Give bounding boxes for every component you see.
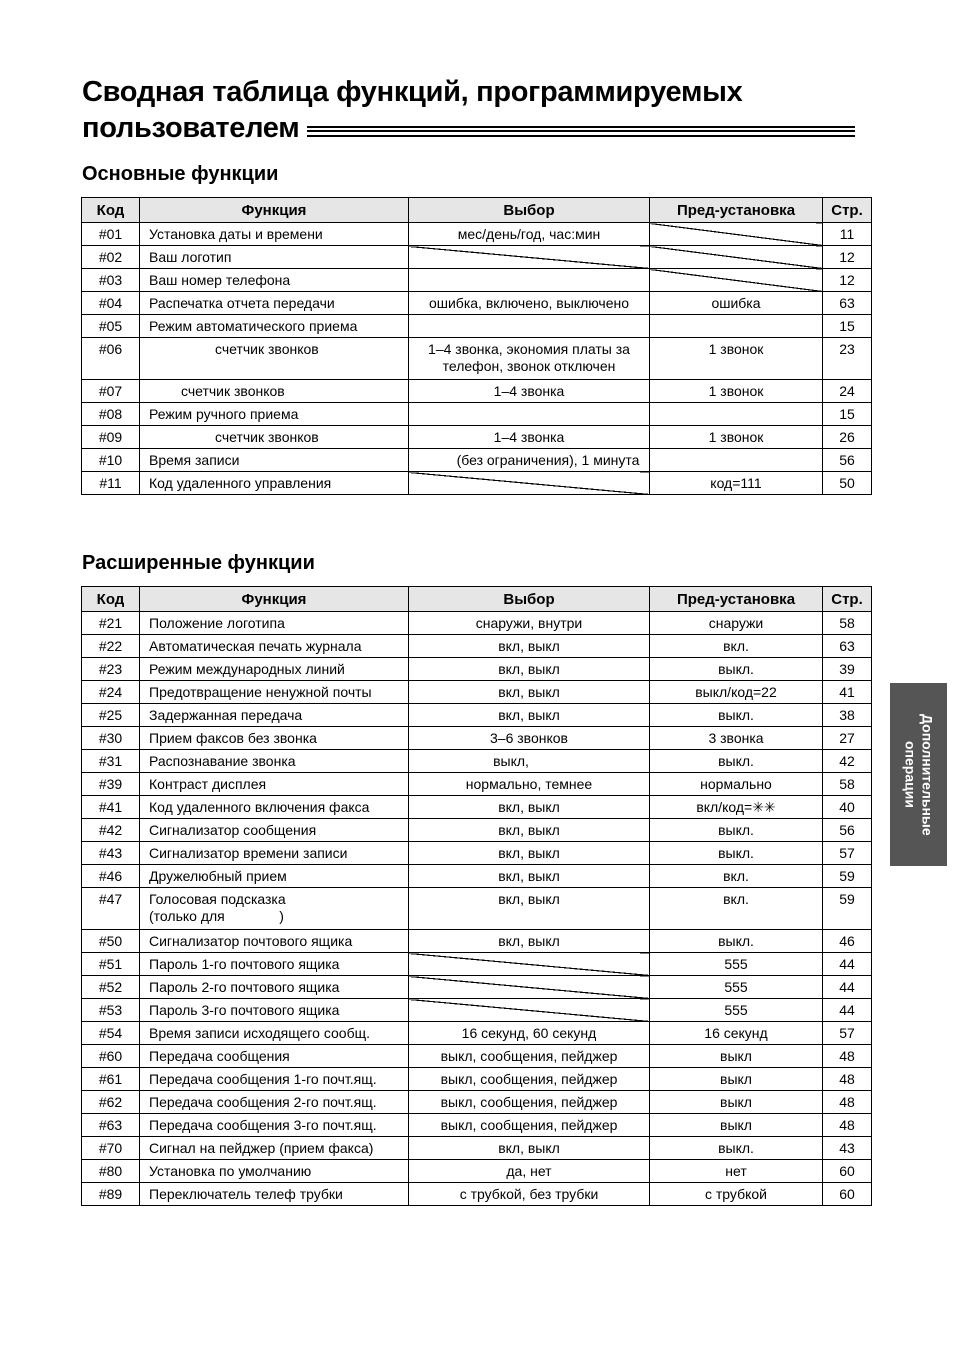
- cell-code: #05: [82, 315, 140, 338]
- cell-selection: [409, 315, 650, 338]
- cell-preset: ошибка: [650, 292, 823, 315]
- table-row: [82, 1022, 872, 1045]
- cell-page: 63: [823, 292, 872, 315]
- table-row: [82, 953, 872, 976]
- cell-selection: вкл, выкл: [409, 930, 650, 953]
- cell-function: Дружелюбный прием: [140, 865, 409, 888]
- cell-preset: выкл: [650, 1114, 823, 1137]
- cell-preset: выкл.: [650, 658, 823, 681]
- cell-code: #03: [82, 269, 140, 292]
- cell-function: Прием факсов без звонка: [140, 727, 409, 750]
- table-row: [82, 246, 872, 269]
- cell-page: 44: [823, 999, 872, 1022]
- table-row: [82, 635, 872, 658]
- cell-page: 39: [823, 658, 872, 681]
- cell-page: 58: [823, 612, 872, 635]
- cell-function: Сигнализатор сообщения: [140, 819, 409, 842]
- table-row: [82, 1183, 872, 1206]
- cell-page: 12: [823, 269, 872, 292]
- cell-selection: 1–4 звонка: [409, 380, 650, 403]
- cell-code: #39: [82, 773, 140, 796]
- cell-code: #30: [82, 727, 140, 750]
- table-row: [82, 269, 872, 292]
- cell-code: #52: [82, 976, 140, 999]
- cell-preset: выкл/код=22: [650, 681, 823, 704]
- cell-page: 48: [823, 1045, 872, 1068]
- cell-page: 26: [823, 426, 872, 449]
- cell-function-line1: Голосовая подсказка: [149, 891, 286, 907]
- table-row: [82, 930, 872, 953]
- cell-code: #31: [82, 750, 140, 773]
- section-side-tab[interactable]: [890, 683, 947, 866]
- cell-page: 43: [823, 1137, 872, 1160]
- cell-function: Контраст дисплея: [140, 773, 409, 796]
- basic-functions-table: [81, 197, 872, 495]
- cell-code: #25: [82, 704, 140, 727]
- cell-page: 46: [823, 930, 872, 953]
- header-selection: Выбор: [409, 587, 650, 612]
- cell-preset: 555: [650, 976, 823, 999]
- table-row: [82, 773, 872, 796]
- cell-function: Автоматическая печать журнала: [140, 635, 409, 658]
- table-row: [82, 1137, 872, 1160]
- cell-preset: 1 звонок: [650, 338, 823, 380]
- cell-code: #07: [82, 380, 140, 403]
- cell-preset: вкл/код=✳✳: [650, 796, 823, 819]
- cell-code: #01: [82, 223, 140, 246]
- cell-selection: [409, 976, 650, 999]
- cell-page: 44: [823, 976, 872, 999]
- cell-selection: вкл, выкл: [409, 888, 650, 930]
- cell-selection: [409, 953, 650, 976]
- cell-selection: [409, 269, 650, 292]
- cell-page: 15: [823, 403, 872, 426]
- cell-code: #21: [82, 612, 140, 635]
- table-row: [82, 612, 872, 635]
- cell-function: счетчик звонков: [140, 338, 409, 380]
- cell-code: #47: [82, 888, 140, 930]
- cell-code: #63: [82, 1114, 140, 1137]
- cell-page: 27: [823, 727, 872, 750]
- cell-function: Пароль 2-го почтового ящика: [140, 976, 409, 999]
- cell-function: Сигнализатор почтового ящика: [140, 930, 409, 953]
- cell-code: #09: [82, 426, 140, 449]
- cell-page: 42: [823, 750, 872, 773]
- table-row: [82, 472, 872, 495]
- cell-preset: вкл.: [650, 865, 823, 888]
- cell-selection: снаружи, внутри: [409, 612, 650, 635]
- cell-selection: [409, 246, 650, 269]
- cell-function: Сигнал на пейджер (прием факса): [140, 1137, 409, 1160]
- cell-page: 63: [823, 635, 872, 658]
- page-title-line2: пользователем: [82, 112, 300, 144]
- cell-preset: выкл.: [650, 819, 823, 842]
- cell-selection: 1–4 звонка, экономия платы за телефон, звонок отключен: [409, 338, 650, 380]
- cell-page: 56: [823, 819, 872, 842]
- cell-selection: [409, 999, 650, 1022]
- header-selection: Выбор: [409, 198, 650, 223]
- cell-function: Установка даты и времени: [140, 223, 409, 246]
- cell-function-line2: (только для ): [149, 908, 284, 924]
- cell-selection: вкл, выкл: [409, 796, 650, 819]
- extended-table-body: [82, 612, 872, 1206]
- cell-code: #89: [82, 1183, 140, 1206]
- section-title-extended: Расширенные функции: [82, 552, 315, 574]
- cell-preset: выкл.: [650, 1137, 823, 1160]
- cell-code: #50: [82, 930, 140, 953]
- cell-page: 59: [823, 888, 872, 930]
- cell-code: #46: [82, 865, 140, 888]
- cell-page: 38: [823, 704, 872, 727]
- cell-function: Переключатель телеф трубки: [140, 1183, 409, 1206]
- cell-code: #42: [82, 819, 140, 842]
- table-row: [82, 223, 872, 246]
- side-tab-line2: операции: [902, 741, 919, 808]
- cell-function: Пароль 1-го почтового ящика: [140, 953, 409, 976]
- table-row: [82, 842, 872, 865]
- cell-page: 24: [823, 380, 872, 403]
- cell-page: 44: [823, 953, 872, 976]
- cell-preset: [650, 223, 823, 246]
- cell-selection: 16 секунд, 60 секунд: [409, 1022, 650, 1045]
- table-row: [82, 1068, 872, 1091]
- cell-preset: 16 секунд: [650, 1022, 823, 1045]
- cell-page: 60: [823, 1183, 872, 1206]
- cell-page: 23: [823, 338, 872, 380]
- cell-selection: вкл, выкл: [409, 681, 650, 704]
- cell-selection: вкл, выкл: [409, 842, 650, 865]
- cell-function: Положение логотипа: [140, 612, 409, 635]
- cell-selection: выкл, сообщения, пейджер: [409, 1114, 650, 1137]
- table-row: [82, 1045, 872, 1068]
- header-code: Код: [82, 198, 140, 223]
- cell-function: Режим международных линий: [140, 658, 409, 681]
- cell-function: Задержанная передача: [140, 704, 409, 727]
- cell-preset: выкл.: [650, 750, 823, 773]
- cell-function: Распечатка отчета передачи: [140, 292, 409, 315]
- table-row: [82, 681, 872, 704]
- cell-preset: выкл: [650, 1045, 823, 1068]
- cell-page: 56: [823, 449, 872, 472]
- cell-selection: 1–4 звонка: [409, 426, 650, 449]
- table-row: [82, 426, 872, 449]
- cell-code: #60: [82, 1045, 140, 1068]
- cell-preset: выкл.: [650, 842, 823, 865]
- table-row: [82, 976, 872, 999]
- cell-selection: 3–6 звонков: [409, 727, 650, 750]
- table-row: [82, 338, 872, 380]
- cell-page: 60: [823, 1160, 872, 1183]
- table-row: [82, 658, 872, 681]
- table-row: [82, 865, 872, 888]
- cell-preset: 3 звонка: [650, 727, 823, 750]
- table-row: [82, 750, 872, 773]
- cell-code: #51: [82, 953, 140, 976]
- basic-table-body: [82, 223, 872, 495]
- cell-function: Распознавание звонка: [140, 750, 409, 773]
- header-code: Код: [82, 587, 140, 612]
- cell-page: 50: [823, 472, 872, 495]
- table-row: [82, 403, 872, 426]
- cell-function: Ваш номер телефона: [140, 269, 409, 292]
- cell-selection: выкл,: [409, 750, 650, 773]
- cell-function: Установка по умолчанию: [140, 1160, 409, 1183]
- cell-page: 58: [823, 773, 872, 796]
- cell-selection: выкл, сообщения, пейджер: [409, 1068, 650, 1091]
- cell-code: #10: [82, 449, 140, 472]
- cell-code: #22: [82, 635, 140, 658]
- table-row: [82, 999, 872, 1022]
- cell-preset: [650, 269, 823, 292]
- cell-function: Пароль 3-го почтового ящика: [140, 999, 409, 1022]
- cell-function: Код удаленного включения факса: [140, 796, 409, 819]
- cell-function: счетчик звонков: [140, 426, 409, 449]
- cell-code: #62: [82, 1091, 140, 1114]
- table-row: [82, 819, 872, 842]
- cell-function: Режим автоматического приема: [140, 315, 409, 338]
- cell-code: #08: [82, 403, 140, 426]
- table-row: [82, 380, 872, 403]
- cell-page: 48: [823, 1091, 872, 1114]
- table-header-row: [82, 198, 872, 223]
- cell-function: Передача сообщения 1-го почт.ящ.: [140, 1068, 409, 1091]
- cell-selection: ошибка, включено, выключено: [409, 292, 650, 315]
- cell-preset: выкл.: [650, 930, 823, 953]
- cell-function: Ваш логотип: [140, 246, 409, 269]
- cell-preset: [650, 315, 823, 338]
- cell-function: Сигнализатор времени записи: [140, 842, 409, 865]
- cell-function: Время записи: [140, 449, 409, 472]
- table-row: [82, 727, 872, 750]
- cell-code: #02: [82, 246, 140, 269]
- cell-code: #53: [82, 999, 140, 1022]
- cell-function: счетчик звонков: [140, 380, 409, 403]
- cell-page: 59: [823, 865, 872, 888]
- side-tab-label: [902, 714, 936, 836]
- cell-preset: снаружи: [650, 612, 823, 635]
- cell-function: Передача сообщения 2-го почт.ящ.: [140, 1091, 409, 1114]
- cell-page: 57: [823, 842, 872, 865]
- page-title-line2-row: [82, 110, 882, 146]
- cell-selection: [409, 472, 650, 495]
- cell-page: 40: [823, 796, 872, 819]
- table-header-row: [82, 587, 872, 612]
- cell-code: #43: [82, 842, 140, 865]
- cell-preset: выкл.: [650, 704, 823, 727]
- cell-selection: вкл, выкл: [409, 658, 650, 681]
- cell-code: #70: [82, 1137, 140, 1160]
- cell-selection: выкл, сообщения, пейджер: [409, 1045, 650, 1068]
- cell-page: 48: [823, 1114, 872, 1137]
- cell-selection: с трубкой, без трубки: [409, 1183, 650, 1206]
- cell-code: #41: [82, 796, 140, 819]
- cell-code: #11: [82, 472, 140, 495]
- cell-function: Код удаленного управления: [140, 472, 409, 495]
- cell-code: #80: [82, 1160, 140, 1183]
- cell-preset: [650, 246, 823, 269]
- header-function: Функция: [140, 587, 409, 612]
- extended-functions-table: [81, 586, 872, 1206]
- cell-page: 57: [823, 1022, 872, 1045]
- cell-function: Режим ручного приема: [140, 403, 409, 426]
- cell-preset: 1 звонок: [650, 380, 823, 403]
- table-row: [82, 1091, 872, 1114]
- cell-function: Передача сообщения 3-го почт.ящ.: [140, 1114, 409, 1137]
- header-page: Стр.: [823, 587, 872, 612]
- cell-preset: [650, 449, 823, 472]
- page-title-line1: Сводная таблица функций, программируемых: [82, 76, 743, 108]
- cell-code: #61: [82, 1068, 140, 1091]
- cell-selection: вкл, выкл: [409, 819, 650, 842]
- cell-preset: вкл.: [650, 635, 823, 658]
- cell-page: 48: [823, 1068, 872, 1091]
- cell-preset: нет: [650, 1160, 823, 1183]
- table-row: [82, 888, 872, 930]
- header-preset: Пред-установка: [650, 198, 823, 223]
- cell-preset: 555: [650, 953, 823, 976]
- cell-selection: (без ограничения), 1 минута: [409, 449, 650, 472]
- table-row: [82, 704, 872, 727]
- cell-preset: [650, 403, 823, 426]
- cell-code: #23: [82, 658, 140, 681]
- cell-selection: вкл, выкл: [409, 635, 650, 658]
- cell-selection: выкл, сообщения, пейджер: [409, 1091, 650, 1114]
- header-function: Функция: [140, 198, 409, 223]
- cell-selection: вкл, выкл: [409, 1137, 650, 1160]
- cell-preset: с трубкой: [650, 1183, 823, 1206]
- table-row: [82, 315, 872, 338]
- cell-function: [140, 888, 409, 930]
- cell-function: Предотвращение ненужной почты: [140, 681, 409, 704]
- page-title: [82, 74, 882, 146]
- header-page: Стр.: [823, 198, 872, 223]
- section-title-basic: Основные функции: [82, 163, 279, 185]
- cell-page: 12: [823, 246, 872, 269]
- cell-preset: вкл.: [650, 888, 823, 930]
- table-row: [82, 796, 872, 819]
- cell-preset: нормально: [650, 773, 823, 796]
- table-row: [82, 1114, 872, 1137]
- title-rule: [307, 126, 855, 137]
- cell-function: Передача сообщения: [140, 1045, 409, 1068]
- cell-selection: [409, 403, 650, 426]
- cell-code: #54: [82, 1022, 140, 1045]
- cell-preset: код=111: [650, 472, 823, 495]
- cell-selection: да, нет: [409, 1160, 650, 1183]
- cell-selection: мес/день/год, час:мин: [409, 223, 650, 246]
- side-tab-line1: Дополнительные: [919, 713, 936, 836]
- table-row: [82, 292, 872, 315]
- cell-preset: выкл: [650, 1068, 823, 1091]
- cell-code: #04: [82, 292, 140, 315]
- cell-code: #06: [82, 338, 140, 380]
- cell-function: Время записи исходящего сообщ.: [140, 1022, 409, 1045]
- cell-preset: 1 звонок: [650, 426, 823, 449]
- cell-page: 11: [823, 223, 872, 246]
- table-row: [82, 1160, 872, 1183]
- cell-page: 15: [823, 315, 872, 338]
- cell-preset: 555: [650, 999, 823, 1022]
- cell-page: 41: [823, 681, 872, 704]
- cell-selection: вкл, выкл: [409, 704, 650, 727]
- cell-selection: вкл, выкл: [409, 865, 650, 888]
- table-row: [82, 449, 872, 472]
- cell-code: #24: [82, 681, 140, 704]
- cell-selection: нормально, темнее: [409, 773, 650, 796]
- header-preset: Пред-установка: [650, 587, 823, 612]
- cell-preset: выкл: [650, 1091, 823, 1114]
